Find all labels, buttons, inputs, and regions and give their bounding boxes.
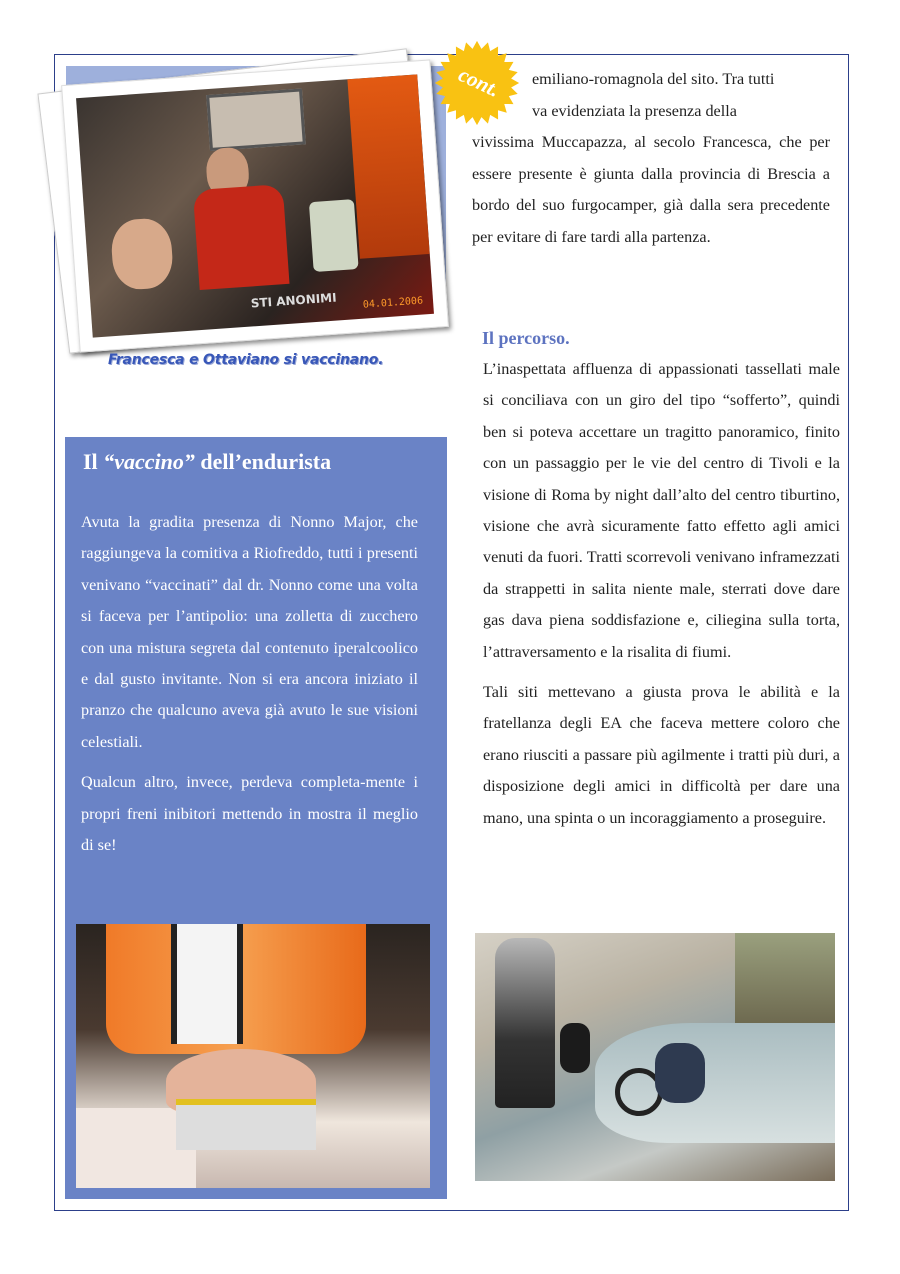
date-stamp: 04.01.2006 xyxy=(362,295,424,311)
wall-picture xyxy=(206,88,306,151)
percorso-paragraph-2: Tali siti mettevano a giusta prova le abilità e la fratellanza degli EA che faceva mettere coloro che erano riusciti a passare più agilmente i tratti più duri, a disposizione degli amici in difficoltà per dare una mano, una spinta o un incoraggiamento a proseguire. xyxy=(483,683,840,827)
intro-line-2: va evidenziata la presenza della xyxy=(532,101,737,120)
title-part-3: dell’endurista xyxy=(194,449,332,474)
photo-caption: Francesca e Ottaviano si vaccinano. xyxy=(108,352,384,368)
photo-people-table xyxy=(76,74,434,337)
cont-badge-text: cont. xyxy=(454,62,504,102)
vaccino-paragraph-2: Qualcun altro, invece, perdeva completa-mente i propri freni inibitori mettendo in mostra il meglio di se! xyxy=(81,773,418,855)
section-title-percorso: Il percorso. xyxy=(482,328,570,348)
vaccino-box xyxy=(65,437,447,1199)
photo-river-crossing xyxy=(475,933,835,1181)
vaccino-box-title xyxy=(83,449,331,475)
rider-helping xyxy=(560,1023,590,1073)
rider-pushing xyxy=(655,1043,705,1103)
intro-rest: vivissima Muccapazza, al secolo Francesca, che per essere presente è giunta dalla provincia di Brescia a bordo del suo furgocamper, già dalla sera precedente per evitare di fare tardi alla partenza. xyxy=(472,133,830,246)
title-part-1: Il xyxy=(83,449,104,474)
jacket-text: STI ANONIMI xyxy=(250,290,337,311)
jacket-stripe xyxy=(171,924,243,1044)
photo-rider-back xyxy=(76,924,430,1188)
intro-line-1: emiliano-romagnola del sito. Tra tutti xyxy=(532,70,775,88)
rider-standing xyxy=(495,938,555,1108)
trees xyxy=(735,933,835,1023)
vaccino-paragraph-1: Avuta la gradita presenza di Nonno Major, che raggiungeva la comitiva a Riofreddo, tutti i presenti venivano “vaccinati” dal dr. Nonno come una volta si faceva per l’antipolio: una zolletta di zucchero con una mistura segreta dal contenuto iperalcoolico e dal gusto invitante. Non si era ancora iniziato il pranzo che qualcuno aveva già avuto le sue visioni celestiali. xyxy=(81,513,418,751)
vaccino-box-text xyxy=(81,507,418,870)
orange-jacket xyxy=(347,74,429,258)
polaroid-photo-vaccination xyxy=(61,59,449,352)
intro-text xyxy=(472,64,830,254)
percorso-paragraph-1: L’inaspettata affluenza di appassionati tassellati male si conciliava con un giro del tipo “sofferto”, quindi ben si poteva accettare un tragitto panoramico, finito con un passaggio per le vie del centro di Tivoli e la visione di Roma by night dall’alto del centro tiburtino, visione che avrà sicuramente fatto effetto agli amici venuti da fuori. Tratti scorrevoli venivano inframezzati da strappetti in salita niente male, sterrati dove dare gas dava piena soddisfazione e, ciliegina sulla torta, l’attraversamento e la risalita di fiumi. xyxy=(483,360,840,661)
red-jacket xyxy=(193,184,290,290)
title-part-vaccino: “vaccino” xyxy=(103,449,195,474)
waistband xyxy=(176,1099,316,1150)
person-ottaviano xyxy=(110,217,175,291)
bottle xyxy=(309,199,359,272)
percorso-text xyxy=(483,354,840,843)
